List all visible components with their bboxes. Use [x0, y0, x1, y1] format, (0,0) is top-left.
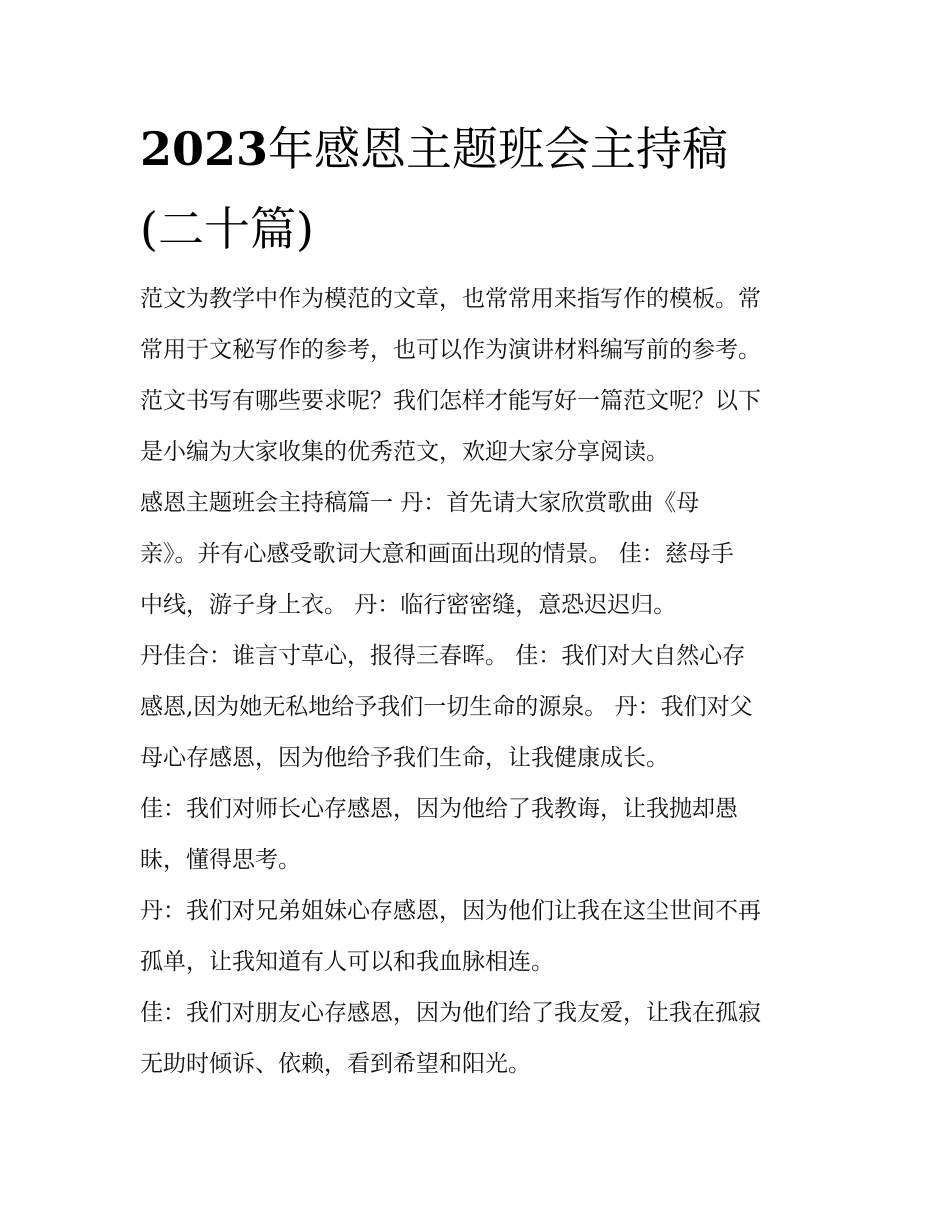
body-line: 范文为教学中作为模范的文章，也常常用来指写作的模板。常 — [140, 286, 761, 312]
body-line: 范文书写有哪些要求呢？我们怎样才能写好一篇范文呢？以下 — [140, 388, 761, 414]
body-line: 佳：我们对朋友心存感恩，因为他们给了我友爱，让我在孤寂 — [140, 1000, 761, 1026]
body-line: 感恩,因为她无私地给予我们一切生命的源泉。 丹：我们对父 — [140, 694, 753, 720]
body-line: 丹：我们对兄弟姐妹心存感恩，因为他们让我在这尘世间不再 — [140, 898, 761, 924]
body-line: 常用于文秘写作的参考，也可以作为演讲材料编写前的参考。 — [140, 337, 761, 363]
body-line: 母心存感恩，因为他给予我们生命，让我健康成长。 — [140, 745, 669, 771]
title-subtitle: (二十篇) — [140, 202, 314, 256]
document-title-line-2 — [140, 202, 314, 256]
title-year: 2023 — [140, 122, 269, 176]
title-text: 年感恩主题班会主持稿 — [268, 122, 729, 176]
body-line: 是小编为大家收集的优秀范文，欢迎大家分享阅读。 — [140, 439, 669, 465]
body-line: 感恩主题班会主持稿篇一 丹：首先请大家欣赏歌曲《母 — [140, 490, 700, 516]
body-line: 中线，游子身上衣。 丹：临行密密缝，意恐迟迟归。 — [140, 592, 677, 618]
body-line: 亲》。并有心感受歌词大意和画面出现的情景。 佳：慈母手 — [140, 541, 734, 567]
body-line: 丹佳合：谁言寸草心，报得三春晖。 佳：我们对大自然心存 — [140, 643, 746, 669]
body-line: 佳：我们对师长心存感恩，因为他给了我教诲，让我抛却愚 — [140, 796, 738, 822]
body-line: 昧，懂得思考。 — [140, 847, 301, 873]
document-title-line-1 — [140, 122, 728, 176]
body-line: 孤单，让我知道有人可以和我血脉相连。 — [140, 949, 554, 975]
body-line: 无助时倾诉、依赖，看到希望和阳光。 — [140, 1051, 531, 1077]
